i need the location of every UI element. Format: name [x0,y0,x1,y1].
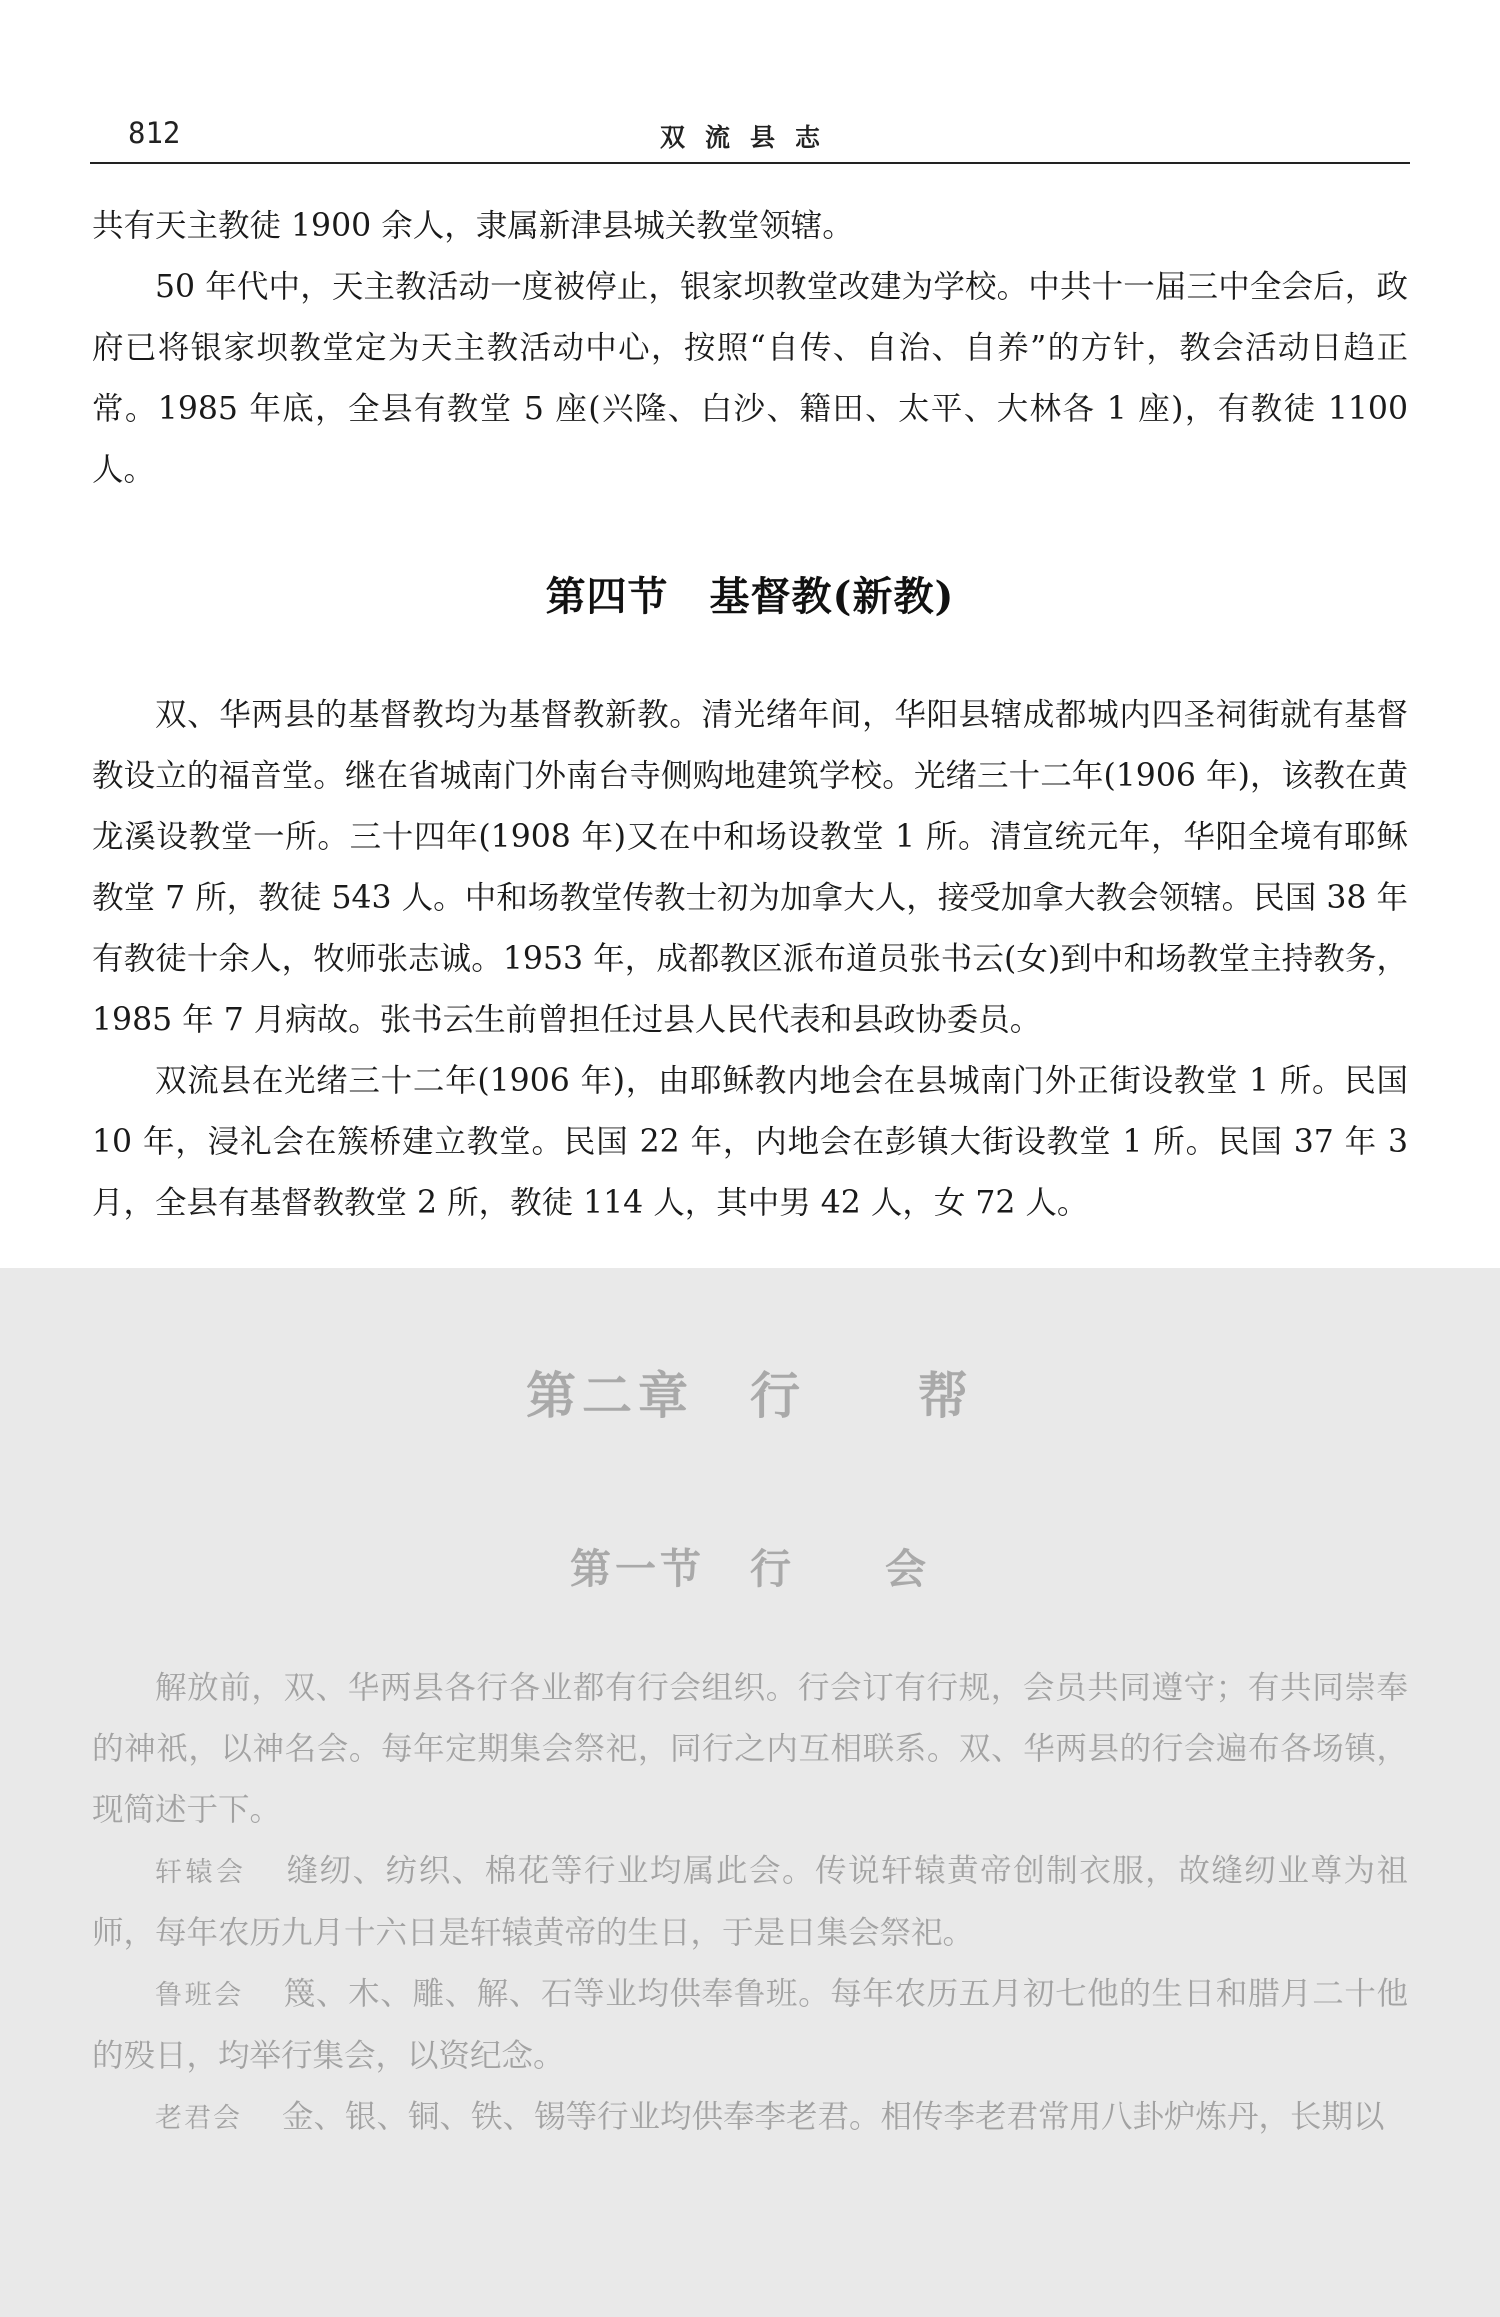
text-block-guilds [92,1658,1408,2149]
paragraph-guild-laojun [92,2087,1408,2149]
guild-text: 篾、木、雕、解、石等业均供奉鲁班。每年农历五月初七他的生日和腊月二十他的殁日，均举行集会，以资纪念。 [92,1976,1408,2074]
next-page-overlay [0,1268,1500,2317]
paragraph-protestant-shuangliu: 双流县在光绪三十二年(1906 年)，由耶稣教内地会在县城南门外正街设教堂 1 所。民国 10 年，浸礼会在簇桥建立教堂。民国 22 年，内地会在彭镇大街设教堂 1 所。民国 37 年 3 月，全县有基督教教堂 2 所，教徒 114 人，其中男 42 人，女 72 人。 [92,1063,1408,1221]
guild-text: 缝纫、纺织、棉花等行业均属此会。传说轩辕黄帝创制衣服，故缝纫业尊为祖师，每年农历九月十六日是轩辕黄帝的生日，于是日集会祭祀。 [92,1853,1408,1951]
book-title: 双流县志 [659,123,840,152]
paragraph-continuation: 共有天主教徒 1900 余人，隶属新津县城关教堂领辖。 [92,208,854,244]
section-title-guilds: 第一节 行 会 [570,1545,930,1593]
guild-text: 金、银、铜、铁、锡等行业均供奉李老君。相传李老君常用八卦炉炼丹，长期以 [282,2099,1385,2135]
paragraph-guild-xuanyuan [92,1841,1408,1964]
paragraph-protestant-huayang: 双、华两县的基督教均为基督教新教。清光绪年间，华阳县辖成都城内四圣祠街就有基督教设立的福音堂。继在省城南门外南台寺侧购地建筑学校。光绪三十二年(1906 年)，该教在黄龙溪设教堂一所。三十四年(1908 年)又在中和场设教堂 1 所。清宣统元年，华阳全境有耶稣教堂 7 所，教徒 543 人。中和场教堂传教士初为加拿大人，接受加拿大教会领辖。民国 38 年有教徒十余人，牧师张志诚。1953 年，成都教区派布道员张书云(女)到中和场教堂主持教务，1985 年 7 月病故。张书云生前曾担任过县人民代表和县政协委员。 [92,697,1408,1038]
guild-name: 鲁班会 [155,1980,244,2011]
paragraph-catholic-activity: 50 年代中，天主教活动一度被停止，银家坝教堂改建为学校。中共十一届三中全会后，政府已将银家坝教堂定为天主教活动中心，按照“自传、自治、自养”的方针，教会活动日趋正常。1985 年底，全县有教堂 5 座(兴隆、白沙、籍田、太平、大林各 1 座)，有教徒 1100 人。 [92,269,1408,488]
guild-name: 老君会 [155,2103,242,2134]
text-block-protestant [92,685,1408,1234]
page-header [90,112,1410,164]
guild-name: 轩辕会 [155,1857,247,1888]
paragraph-guild-intro: 解放前，双、华两县各行各业都有行会组织。行会订有行规，会员共同遵守；有共同崇奉的神祇，以神名会。每年定期集会祭祀，同行之内互相联系。双、华两县的行会遍布各场镇，现简述于下。 [92,1670,1408,1828]
paragraph-guild-luban [92,1964,1408,2087]
text-block-catholic [92,196,1408,501]
chapter-title: 第二章 行 帮 [526,1366,974,1425]
page-number: 812 [128,116,181,150]
section-title-protestant: 第四节 基督教(新教) [545,573,955,620]
